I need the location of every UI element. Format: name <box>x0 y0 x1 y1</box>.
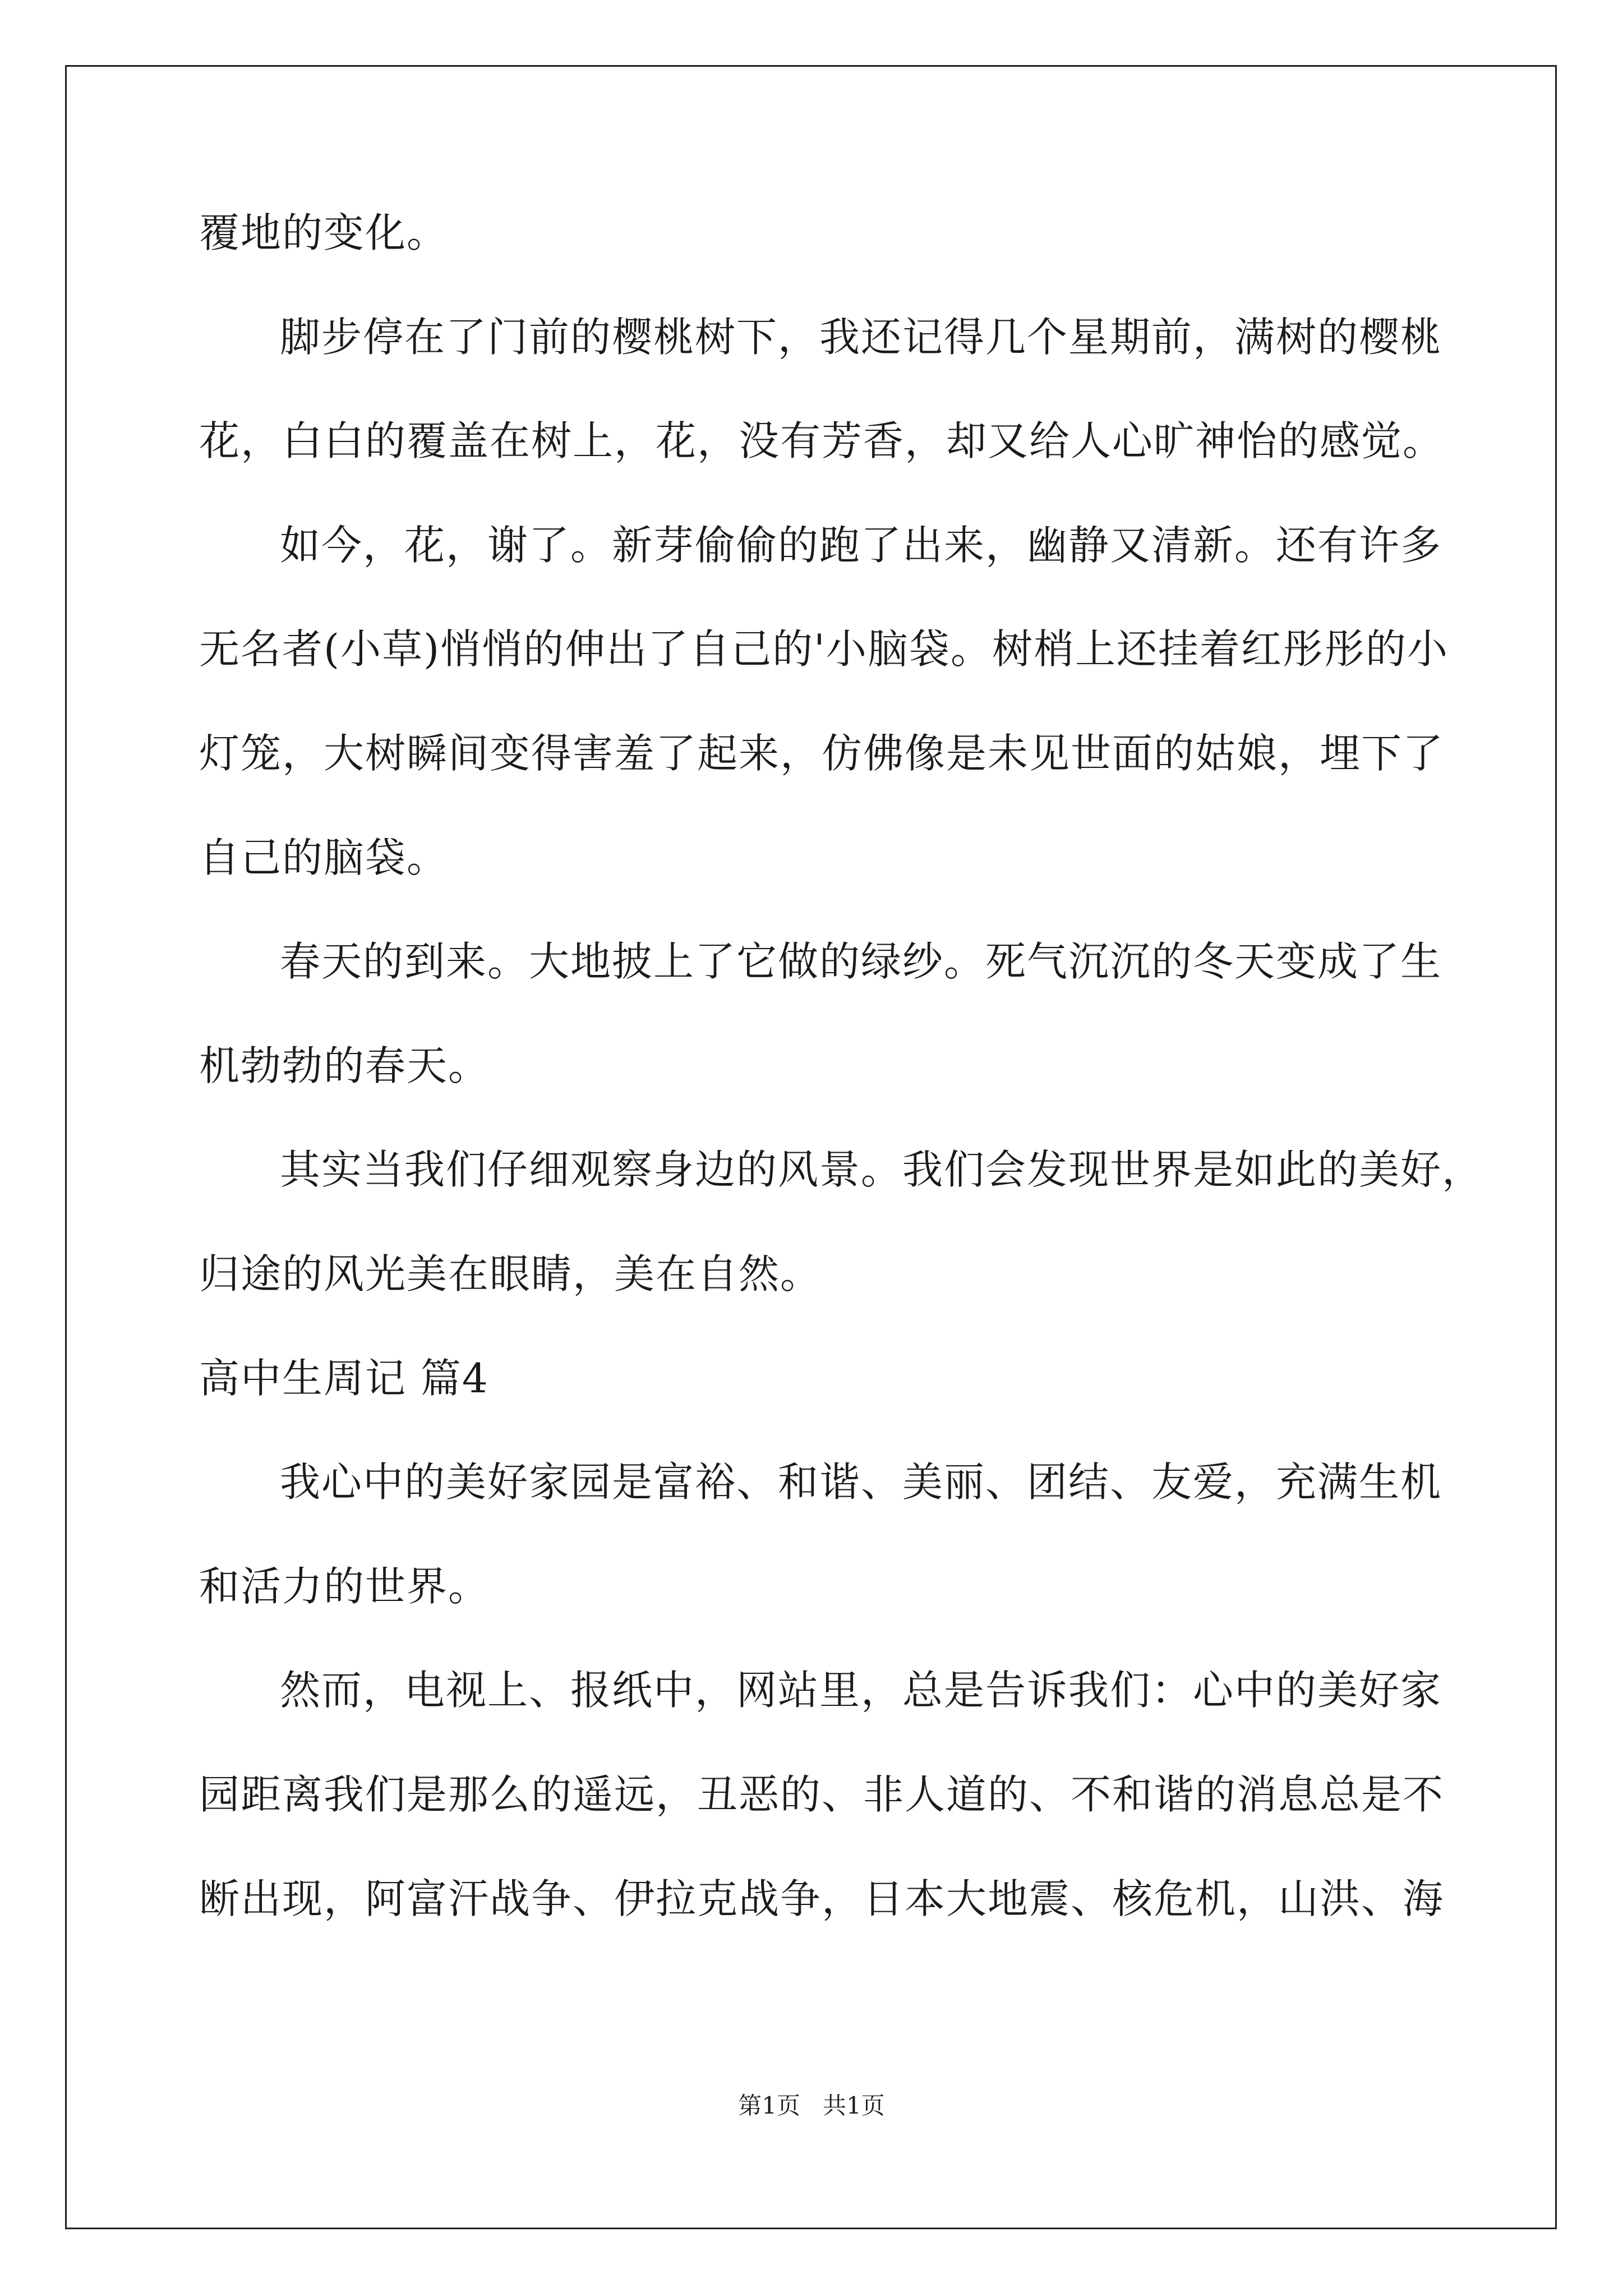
text-line: 脚步停在了门前的樱桃树下，我还记得几个星期前，满树的樱桃 <box>280 314 1442 361</box>
text-line: 机勃勃的春天。 <box>199 1042 490 1089</box>
page-number: 第1页 <box>738 2092 800 2119</box>
section-heading: 高中生周记 篇4 <box>199 1355 489 1402</box>
text-line: 归途的风光美在眼睛，美在自然。 <box>199 1250 822 1297</box>
text-line: 其实当我们仔细观察身边的风景。我们会发现世界是如此的美好， <box>280 1146 1484 1193</box>
text-line: 覆地的变化。 <box>199 209 449 256</box>
text-line: 春天的到来。大地披上了它做的绿纱。死气沉沉的冬天变成了生 <box>280 938 1442 985</box>
text-line: 断出现，阿富汗战争、伊拉克战争，日本大地震、核危机，山洪、海 <box>199 1875 1445 1922</box>
text-line: 灯笼，大树瞬间变得害羞了起来，仿佛像是未见世面的姑娘，埋下了 <box>199 730 1445 777</box>
text-line: 园距离我们是那么的遥远，丑恶的、非人道的、不和谐的消息总是不 <box>199 1771 1445 1818</box>
text-line: 无名者(小草)悄悄的伸出了自己的'小脑袋。树梢上还挂着红彤彤的小 <box>199 625 1449 673</box>
text-line: 花，白白的覆盖在树上，花，没有芳香，却又给人心旷神怡的感觉。 <box>199 417 1445 464</box>
text-line: 然而，电视上、报纸中，网站里，总是告诉我们：心中的美好家 <box>280 1667 1442 1714</box>
page-total: 共1页 <box>823 2092 885 2119</box>
text-line: 如今，花，谢了。新芽偷偷的跑了出来，幽静又清新。还有许多 <box>280 522 1442 569</box>
text-line: 自己的脑袋。 <box>199 834 449 881</box>
page-footer <box>0 2090 1623 2122</box>
text-line: 和活力的世界。 <box>199 1563 490 1610</box>
text-line: 我心中的美好家园是富裕、和谐、美丽、团结、友爱，充满生机 <box>280 1458 1442 1506</box>
